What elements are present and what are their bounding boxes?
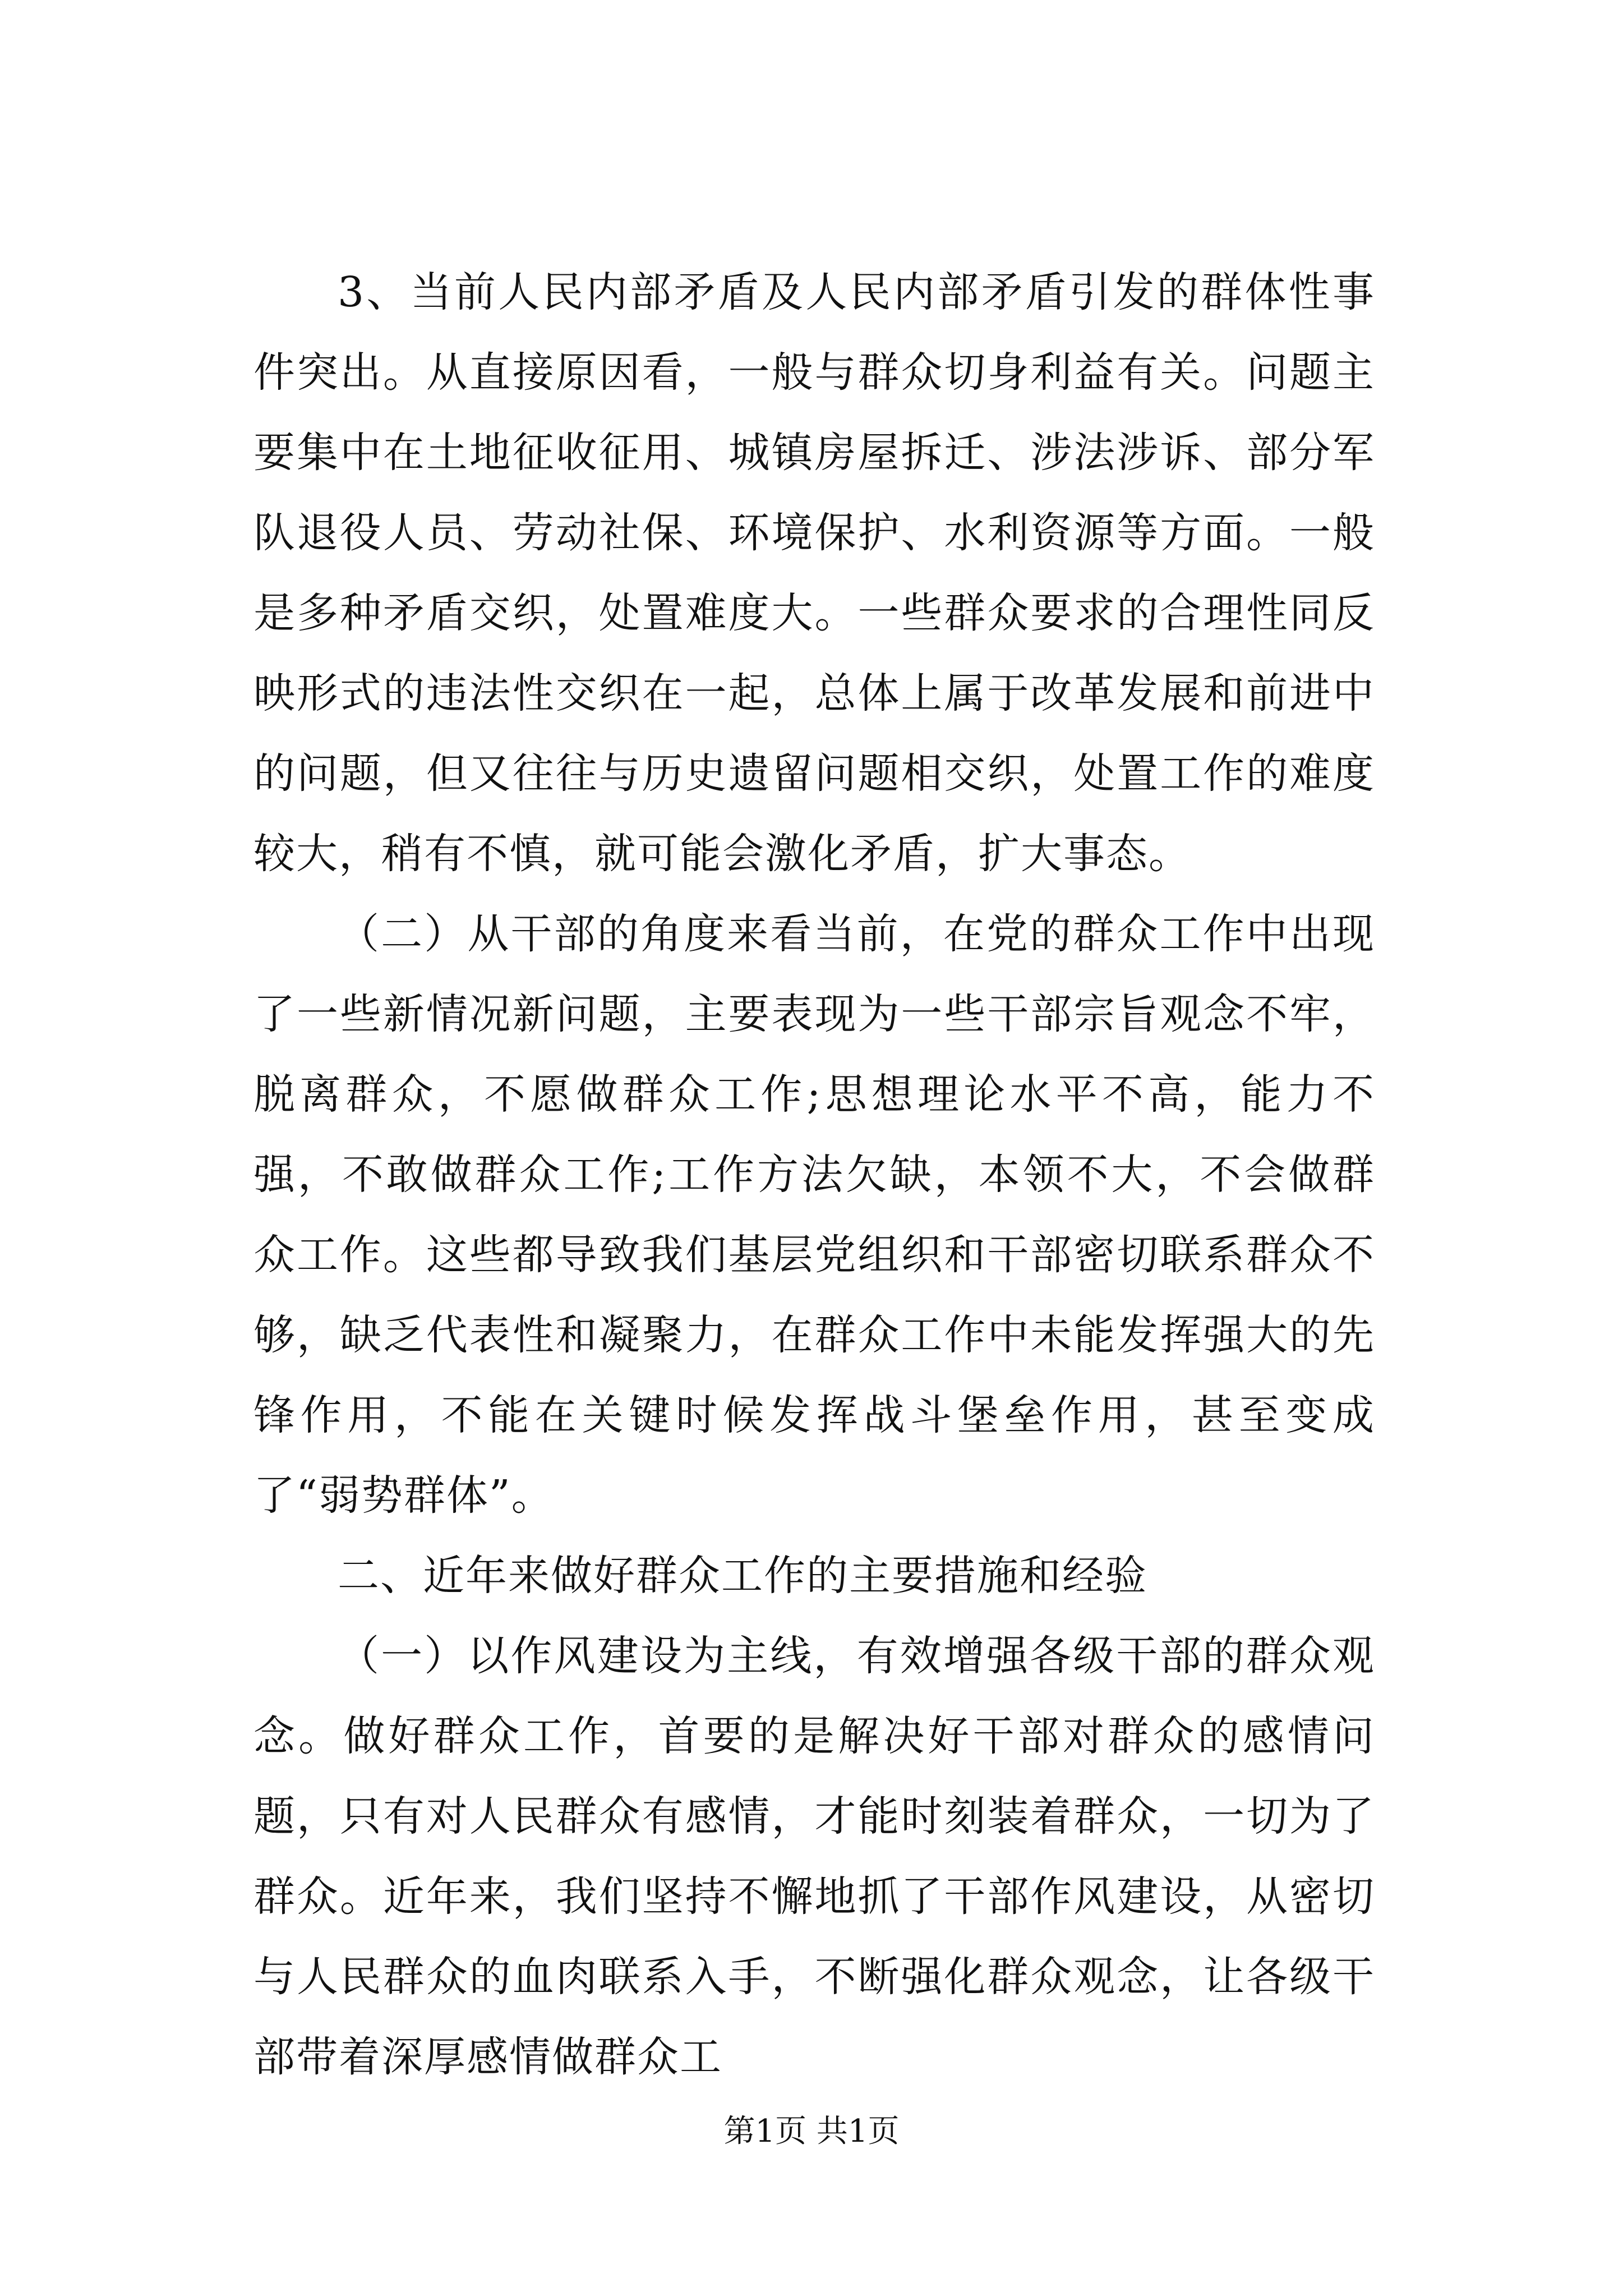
paragraph-cadre-perspective: （二）从干部的角度来看当前，在党的群众工作中出现了一些新情况新问题，主要表现为一些干部宗旨观念不牢，脱离群众，不愿做群众工作;思想理论水平不高，能力不强，不敢做群众工作;工作方法欠缺，本领不大，不会做群众工作。这些都导致我们基层党组织和干部密切联系群众不够，缺乏代表性和凝聚力，在群众工作中未能发挥强大的先锋作用，不能在关键时候发挥战斗堡垒作用，甚至变成了“弱势群体”。: [253, 910, 1375, 1520]
page-footer: 第1页 共1页: [723, 2113, 900, 2150]
document-body: [253, 252, 1375, 2097]
paragraph-mass-incidents: 3、当前人民内部矛盾及人民内部矛盾引发的群体性事件突出。从直接原因看，一般与群众切身利益有关。问题主要集中在土地征收征用、城镇房屋拆迁、涉法涉诉、部分军队退役人员、劳动社保、环境保护、水利资源等方面。一般是多种矛盾交织，处置难度大。一些群众要求的合理性同反映形式的违法性交织在一起，总体上属于改革发展和前进中的问题，但又往往与历史遗留问题相交织，处置工作的难度较大，稍有不慎，就可能会激化矛盾，扩大事态。: [253, 268, 1375, 878]
paragraph-work-style: （一）以作风建设为主线，有效增强各级干部的群众观念。做好群众工作，首要的是解决好干部对群众的感情问题，只有对人民群众有感情，才能时刻装着群众，一切为了群众。近年来，我们坚持不懈地抓了干部作风建设，从密切与人民群众的血肉联系入手，不断强化群众观念，让各级干部带着深厚感情做群众工: [253, 1632, 1375, 2081]
section-heading-measures: 二、近年来做好群众工作的主要措施和经验: [338, 1552, 1147, 1600]
